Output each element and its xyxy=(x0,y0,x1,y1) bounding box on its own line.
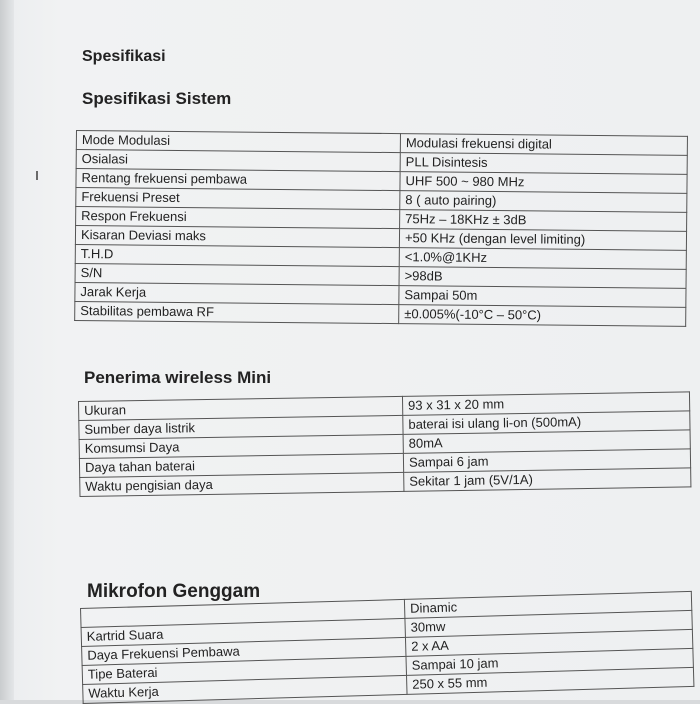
section-title-receiver: Penerima wireless Mini xyxy=(84,368,272,387)
spec-value: +50 KHz (dengan level limiting) xyxy=(399,229,686,251)
spec-value: 2 x AA xyxy=(405,629,692,656)
spec-label: Mode Modulasi xyxy=(76,131,400,153)
system-spec-table xyxy=(74,130,688,327)
spec-value: baterai isi ulang li-on (500mA) xyxy=(403,411,690,435)
spec-label: Sumber daya listrik xyxy=(79,415,403,439)
microphone-spec-table xyxy=(80,591,694,704)
spec-value: Sekitar 1 jam (5V/1A) xyxy=(404,468,691,492)
spec-label: Tipe Baterai xyxy=(82,656,406,684)
spec-value: >98dB xyxy=(399,267,686,289)
spec-value: Sampai 6 jam xyxy=(403,449,690,473)
spec-value: PLL Disintesis xyxy=(400,153,687,175)
margin-mark xyxy=(36,171,38,180)
spec-value: 250 x 55 mm xyxy=(407,667,694,694)
spec-label: Daya tahan baterai xyxy=(79,453,403,477)
spec-value: ±0.005%(-10°C – 50°C) xyxy=(399,305,686,327)
spec-label: Ukuran xyxy=(79,396,403,420)
spec-label: T.H.D xyxy=(75,244,399,266)
spec-label: Waktu pengisian daya xyxy=(80,472,404,496)
spec-label: Frekuensi Preset xyxy=(76,188,400,210)
spec-label: Kisaran Deviasi maks xyxy=(75,226,399,248)
spec-value: 93 x 31 x 20 mm xyxy=(402,392,689,416)
spec-label: Rentang frekuensi pembawa xyxy=(76,169,400,191)
spec-value: Sampai 50m xyxy=(399,286,686,308)
spec-value: Modulasi frekuensi digital xyxy=(400,134,687,156)
section-title-microphone: Mikrofon Genggam xyxy=(87,581,261,602)
spec-value: <1.0%@1KHz xyxy=(399,248,686,270)
spec-label: Komsumsi Daya xyxy=(79,434,403,458)
section-title-spesifikasi: Spesifikasi xyxy=(82,48,166,65)
spec-value: Dinamic xyxy=(404,591,691,618)
spec-value: 80mA xyxy=(403,430,690,454)
spec-label: Daya Frekuensi Pembawa xyxy=(82,637,406,665)
spec-label: S/N xyxy=(75,263,399,285)
spec-value: 75Hz – 18KHz ± 3dB xyxy=(400,210,687,232)
spec-label: Osialasi xyxy=(76,150,400,172)
spec-value: UHF 500 ~ 980 MHz xyxy=(400,172,687,194)
spec-value: 8 ( auto pairing) xyxy=(400,191,687,213)
section-title-system: Spesifikasi Sistem xyxy=(82,89,232,108)
receiver-spec-table xyxy=(78,391,691,497)
spec-label: Stabilitas pembawa RF xyxy=(75,301,399,323)
spec-value: 30mw xyxy=(405,610,692,637)
spec-value: Sampai 10 jam xyxy=(406,648,693,675)
page-edge-shadow xyxy=(0,0,14,700)
spec-label: Jarak Kerja xyxy=(75,282,399,304)
spec-label: Respon Frekuensi xyxy=(76,207,400,229)
spec-label: Waktu Kerja xyxy=(83,675,407,703)
spec-label: Kartrid Suara xyxy=(81,618,405,646)
